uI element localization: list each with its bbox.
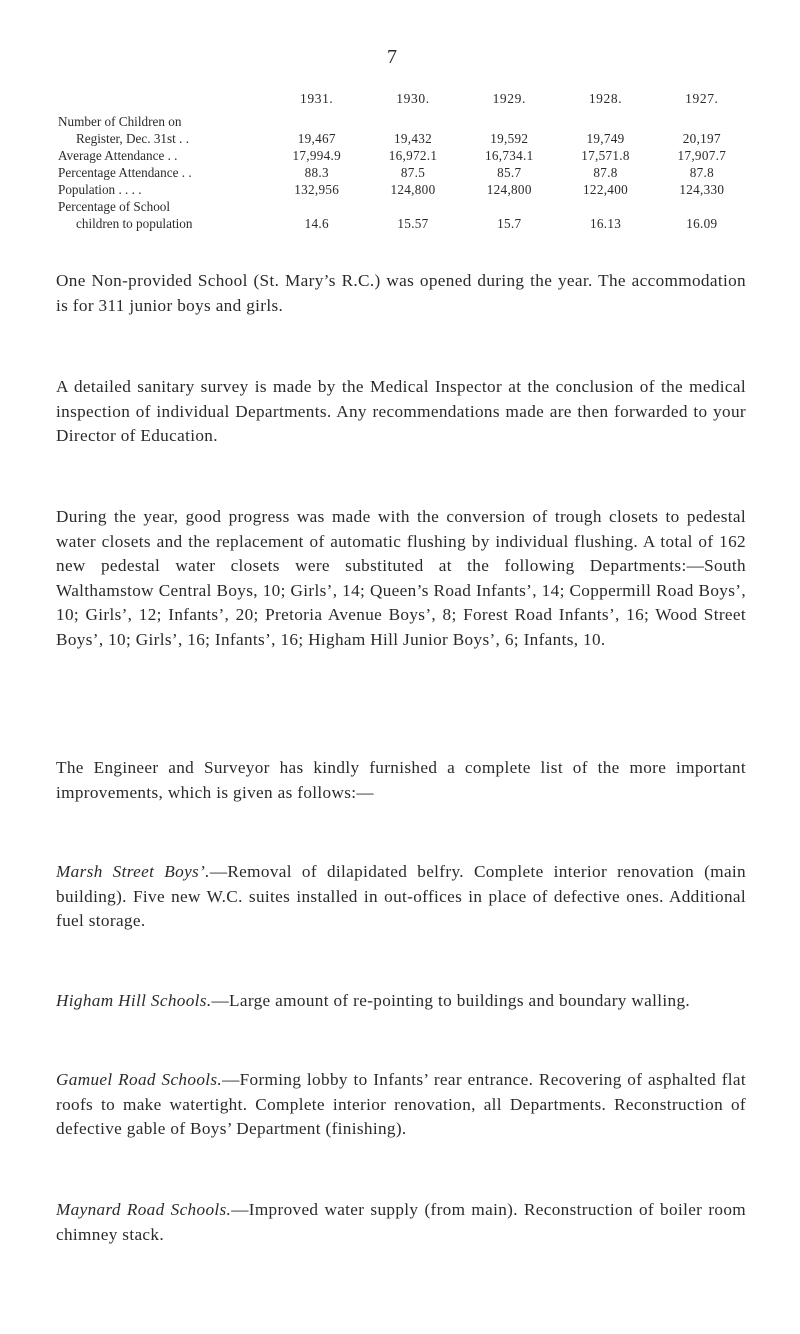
improvement-body: —Improved water supply (from main). Reconstruction of boiler room chimney stack.: [56, 1200, 746, 1244]
table-cell: 87.8: [689, 165, 714, 180]
row-label-line1: Percentage Attendance . .: [58, 165, 192, 180]
table-cell: 16.09: [686, 216, 718, 231]
improvement-higham-hill: [56, 989, 746, 1014]
page-number: 7: [387, 46, 397, 68]
improvement-gamuel-road: [56, 1068, 746, 1142]
paragraph-non-provided-school: One Non-provided School (St. Mary’s R.C.) was opened during the year. The accommodation is for 311 junior boys and girls.: [56, 271, 746, 315]
table-cell: 124,800: [486, 182, 532, 197]
year-header: 1930.: [396, 91, 430, 106]
table-cell: 15.7: [497, 216, 522, 231]
table-cell: 17,907.7: [677, 148, 727, 163]
table-row: [58, 198, 750, 232]
row-label-line1: Average Attendance . .: [58, 148, 178, 163]
improvement-marsh-street: [56, 860, 746, 934]
statistics-table: [58, 90, 750, 232]
table-cell: 122,400: [583, 182, 628, 197]
table-cell: 16.13: [589, 216, 622, 231]
improvement-body: —Forming lobby to Infants’ rear entrance. Recovering of asphalted flat roofs to make watertight. Complete interior renovation, all Departments. Reconstruction of defective gable of Boys’ Department (finishing).: [56, 1070, 746, 1138]
improvement-heading: Higham Hill Schools.: [56, 991, 212, 1010]
row-label-line2: children to population: [76, 216, 193, 231]
improvement-heading: Maynard Road Schools.: [56, 1200, 232, 1219]
table-cell: 124,330: [679, 182, 725, 197]
year-header: 1929.: [492, 91, 526, 106]
table-cell: 19,592: [490, 131, 529, 146]
row-label: [58, 181, 269, 198]
table-cell: 16,972.1: [388, 148, 438, 163]
improvement-maynard-road: [56, 1198, 746, 1247]
table-cell: 88.3: [304, 165, 329, 180]
table-cell: 16,734.1: [484, 148, 534, 163]
table-cell: 85.7: [497, 165, 522, 180]
year-header: 1928.: [588, 91, 623, 106]
table-row: [58, 181, 750, 198]
table-cell: 87.8: [593, 165, 618, 180]
row-label: [58, 113, 269, 147]
table-row: [58, 147, 750, 164]
paragraph-sanitary-survey: A detailed sanitary survey is made by the Medical Inspector at the conclusion of the medical inspection of individual Departments. Any recommendations made are then forwarded to your Director of Education.: [56, 377, 746, 445]
row-label: [58, 147, 269, 164]
table-cell: 124,800: [390, 182, 436, 197]
row-label-line1: Number of Children on: [58, 114, 182, 129]
year-header: 1927.: [685, 91, 719, 106]
paragraph-water-closets: During the year, good progress was made with the conversion of trough closets to pedestal water closets and the replacement of automatic flushing by individual flushing. A total of 162 new pedestal water closets were substituted at the following Departments:—South Walthamstow Central Boys, 10; Girls’, 14; Queen’s Road Infants’, 14; Coppermill Road Boys’, 10; Girls’, 12; Infants’, 20; Pretoria Avenue Boys’, 8; Forest Road Infants’, 16; Wood Street Boys’, 10; Girls’, 16; Infants’, 16; Higham Hill Junior Boys’, 6; Infants, 10.: [56, 507, 746, 649]
table-row: [58, 113, 750, 147]
table-cell: 15.57: [397, 216, 429, 231]
header-label-spacer: [58, 90, 269, 113]
table-cell: 14.6: [304, 216, 329, 231]
year-header: 1931.: [300, 91, 334, 106]
row-label-line1: Population . . . .: [58, 182, 142, 197]
row-label: [58, 198, 269, 232]
improvement-body: —Removal of dilapidated belfry. Complete interior renovation (main building). Five new W.C. suites installed in out-offices in place of defective ones. Additional fuel storage.: [56, 862, 746, 930]
table-cell: 19,432: [393, 131, 433, 146]
table-row: [58, 164, 750, 181]
improvement-heading: Gamuel Road Schools.: [56, 1070, 223, 1089]
table-cell: 17,994.9: [292, 148, 341, 163]
table-cell: 17,571.8: [581, 148, 630, 163]
paragraph-engineer-surveyor: The Engineer and Surveyor has kindly furnished a complete list of the more important improvements, which is given as follows:—: [56, 758, 746, 802]
row-label-line2: Register, Dec. 31st . .: [76, 131, 190, 146]
row-label: [58, 164, 269, 181]
improvement-heading: Marsh Street Boys’.: [56, 862, 210, 881]
row-label-line1: Percentage of School: [58, 199, 171, 214]
table-cell: 87.5: [400, 165, 426, 180]
table-cell: 132,956: [294, 182, 340, 197]
table-cell: 20,197: [682, 131, 721, 146]
table-cell: 19,467: [297, 131, 336, 146]
table-cell: 19,749: [586, 131, 625, 146]
improvement-body: —Large amount of re-pointing to buildings and boundary walling.: [211, 991, 691, 1010]
table-header-row: [58, 90, 750, 113]
